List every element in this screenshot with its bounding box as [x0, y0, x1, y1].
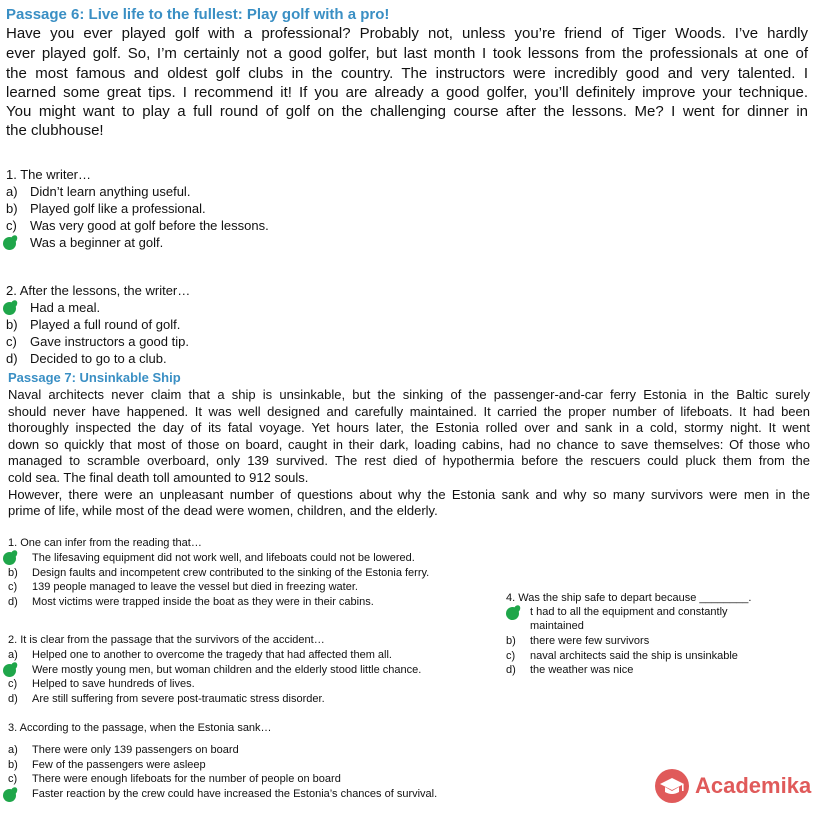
correct-answer-mark: [506, 607, 519, 620]
option-label: c): [6, 218, 17, 233]
option-label: b): [6, 317, 18, 332]
option-text: Gave instructors a good tip.: [30, 334, 189, 349]
passage-7-line: However, there were an unpleasant number of questions about why the Estonia sank and why so many survivors were men in the: [8, 487, 810, 502]
option-text: Helped to save hundreds of lives.: [32, 678, 195, 690]
option-text: Are still suffering from severe post-traumatic stress disorder.: [32, 693, 325, 705]
option-label: c): [8, 773, 18, 785]
option-label: d): [6, 351, 18, 366]
option-text: Was very good at golf before the lessons.: [30, 218, 269, 233]
option-label: c): [6, 334, 17, 349]
option-label: a): [6, 184, 18, 199]
passage-7-title: Passage 7: Unsinkable Ship: [8, 370, 181, 385]
correct-answer-mark: [3, 302, 16, 315]
passage-6-line: the most famous and oldest golf clubs in the country. The instructors were incredibly good and very talented. I: [6, 65, 808, 82]
passage-6-line: the clubhouse!: [6, 122, 104, 139]
passage-7-line: Naval architects never claim that a ship is unsinkable, but the sinking of the passenger-and-car ferry Estonia in the Baltic surely: [8, 387, 810, 402]
option-text: Played golf like a professional.: [30, 201, 206, 216]
question-stem: 1. The writer…: [6, 167, 92, 182]
option-label: d): [8, 596, 18, 608]
option-text: Didn’t learn anything useful.: [30, 184, 191, 199]
option-label: c): [8, 678, 18, 690]
option-label: b): [8, 567, 18, 579]
correct-answer-mark: [3, 789, 16, 802]
option-text: naval architects said the ship is unsinkable: [530, 650, 738, 662]
passage-7-line: prime of life, while most of the dead were women, children, and the elderly.: [8, 503, 438, 518]
option-text: Design faults and incompetent crew contributed to the sinking of the Estonia ferry.: [32, 567, 430, 579]
option-text: t had to all the equipment and constantly: [530, 606, 728, 618]
option-label: c): [506, 650, 516, 662]
passage-6-title: Passage 6: Live life to the fullest: Play golf with a pro!: [6, 6, 390, 23]
option-label: c): [8, 581, 18, 593]
option-text: the weather was nice: [530, 664, 634, 676]
option-text: there were few survivors: [530, 635, 650, 647]
passage-6-line: learned some great tips. I recommend it! If you are already a good golfer, you’ll definitely improve your technique.: [6, 84, 808, 101]
option-text: Helped one to another to overcome the tragedy that had affected them all.: [32, 649, 392, 661]
option-text: 139 people managed to leave the vessel but died in freezing water.: [32, 581, 358, 593]
option-text: There were enough lifeboats for the number of people on board: [32, 773, 341, 785]
question-stem: 2. After the lessons, the writer…: [6, 283, 191, 298]
passage-7-line: cold sea. The final death toll amounted to 912 souls.: [8, 470, 309, 485]
passage-7-line: thoroughly inspected the day of its fatal voyage. Yet hours later, the Estonia rolled over and sank in a cold, stormy night. It went: [8, 420, 810, 435]
option-text: Were mostly young men, but woman children and the elderly stood little chance.: [32, 664, 422, 676]
option-text: The lifesaving equipment did not work well, and lifeboats could not be lowered.: [32, 552, 415, 564]
passage-7-line: should never have happened. It was well designed and carefully maintained. It carried the proper number of lifeboats. It had been: [8, 404, 810, 419]
option-text: There were only 139 passengers on board: [32, 744, 239, 756]
option-label: d): [8, 693, 18, 705]
passage-7-line: managed to scramble overboard, only 139 survived. The rest died of hypothermia before the rescuers could pluck them from the: [8, 453, 810, 468]
brand-name: Academika: [695, 773, 812, 798]
question-stem: 2. It is clear from the passage that the survivors of the accident…: [8, 634, 325, 646]
option-label: b): [506, 635, 516, 647]
passage-7-line: down so quickly that most of those on board, caught in their dark, loading cabins, had no chance to save themselves: Of those who: [8, 437, 810, 452]
option-text: Played a full round of golf.: [30, 317, 181, 332]
option-text: Faster reaction by the crew could have increased the Estonia’s chances of survival.: [32, 788, 438, 800]
correct-answer-mark: [3, 237, 16, 250]
passage-6-line: ever played golf. So, I’m certainly not a good golfer, but last month I took lessons from the professionals at one of: [6, 45, 808, 62]
option-text: Few of the passengers were asleep: [32, 759, 206, 771]
question-stem: 4. Was the ship safe to depart because ________.: [506, 592, 752, 604]
option-text: Decided to go to a club.: [30, 351, 167, 366]
option-text: Most victims were trapped inside the boat as they were in their cabins.: [32, 596, 374, 608]
option-label: a): [8, 744, 18, 756]
graduation-cap-icon: [655, 769, 689, 803]
option-label: d): [506, 664, 516, 676]
option-text: maintained: [530, 620, 584, 632]
option-text: Had a meal.: [30, 300, 101, 315]
question-stem: 1. One can infer from the reading that…: [8, 537, 202, 549]
question-stem: 3. According to the passage, when the Estonia sank…: [8, 722, 272, 734]
option-text: Was a beginner at golf.: [30, 235, 164, 250]
option-label: a): [8, 649, 18, 661]
option-label: b): [8, 759, 18, 771]
option-label: b): [6, 201, 18, 216]
passage-6-line: You might want to play a full round of golf on the challenging course after the lessons. Me? I went for dinner in: [6, 103, 808, 120]
correct-answer-mark: [3, 552, 16, 565]
passage-6-line: Have you ever played golf with a professional? Probably not, unless you’re friend of Tiger Woods. I’ve hardly: [6, 25, 808, 42]
correct-answer-mark: [3, 664, 16, 677]
